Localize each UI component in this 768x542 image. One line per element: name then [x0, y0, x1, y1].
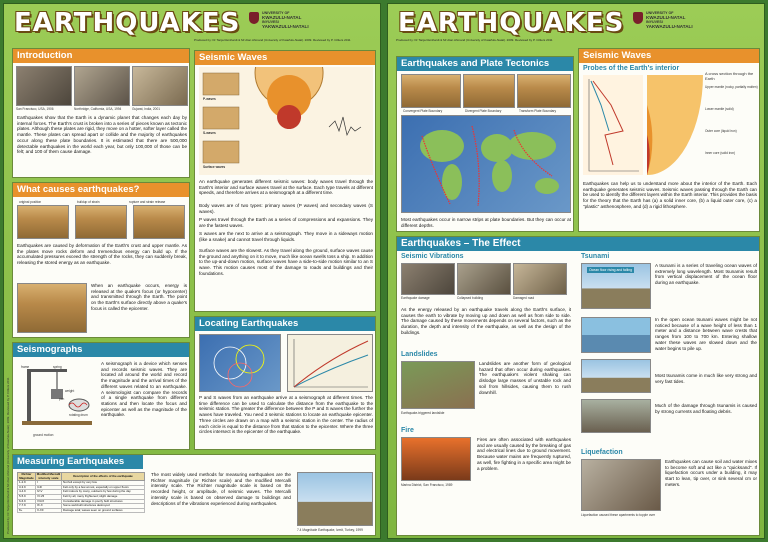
table-cell: 7-7.9 [18, 504, 36, 509]
tsunami-heading: Tsunami [581, 253, 610, 260]
earth-interior-text: Earthquakes can help us to understand more about the interior of the Earth. Each earthquake generates seismic waves. Seismic waves passing through the Earth can be used to identify the different layers within the Earth interior. This provides the basis for the theory that the Earth has (a) a solid inner core, (b) a liquid outer core, (c) a "plastic" asthenosphere, and (d) a rigid lithosphere. [583, 181, 757, 209]
stage-label: buildup of strain [77, 200, 100, 204]
diagram-label: frame [21, 365, 30, 369]
seismic-waves-panel [194, 50, 376, 312]
measuring-heading: Measuring Earthquakes [13, 455, 143, 469]
causes-panel [12, 182, 190, 338]
table-cell: 4-4.9 [18, 490, 36, 495]
boundary-label: Convergent Plate Boundary [403, 109, 443, 113]
vibrations-heading: Seismic Vibrations [401, 253, 464, 260]
damage-photo [401, 263, 455, 295]
tsunami-text: A tsunami is a series of traveling ocean waves of extremely long wavelength. Most tsunamis result from vertical displacement of the ocean floor during an earthquake. [655, 263, 757, 286]
table-header: Modified Mercalli intensity scale [36, 472, 61, 480]
photo-caption: Collapsed building [457, 296, 484, 300]
san-francisco-photo [16, 66, 72, 106]
liquefaction-photo [581, 459, 661, 511]
boundary-label: Divergent Plate Boundary [465, 109, 502, 113]
travel-time-graph [287, 334, 373, 392]
waves-text: Body waves are of two types: primary waves (P waves) and secondary waves (S waves). [199, 203, 373, 214]
convergent-diagram [401, 74, 461, 108]
poster-title: EARTHQUAKES [398, 8, 625, 38]
photo-caption: Marina District, San Francisco, 1989 [401, 483, 453, 487]
table-row [18, 508, 145, 513]
table-cell: 3-3.9 [18, 485, 36, 490]
introduction-text: Earthquakes show that the Earth is a dynamic planet that changes each day by internal forces. The Earth's crust is broken into a series of pieces known as tectonic plates. Although these plates are rigid, they move on a hotter, softer layer called the mantle. These plates can spread apart or collide and the majority of earthquakes occur along these plate boundaries. It is estimated that there are 500,000 detectable earthquakes in the world each year, but only 100,000 of those can be felt; and 100 of them cause damage. [17, 115, 187, 155]
layer-label: Outer core (liquid iron) [705, 129, 737, 133]
table-cell: Damage total; waves seen on ground surfaces [62, 508, 145, 513]
credit-line: Produced by: Dr Tanja Reinhardt & Mr Alan Ahmand (University of KwaZulu-Natal). 2009. Reviewed by P. Cilliers 2011 [194, 38, 351, 42]
transform-diagram [517, 74, 571, 108]
photo-caption: Northridge, California, USA, 1994 [74, 107, 122, 111]
landslide-photo [401, 361, 475, 409]
table-cell: 5-5.9 [18, 494, 36, 499]
seismograph-diagram [17, 361, 97, 431]
measuring-text: The most widely used methods for measuring earthquakes are the Richter magnitude (or Richter scale) and the modified Mercalli intensity scale. The Richter magnitude scale is based on the recorded height, or amplitude, of seismic waves. The Mercalli intensity scale is based on observed damage to buildings and descriptions of the vibrations experienced during earthquakes. [151, 472, 291, 506]
fire-heading: Fire [401, 427, 414, 434]
causes-heading: What causes earthquakes? [13, 183, 189, 197]
fire-text: Fires are often associated with earthquakes and are usually caused by the breaking of gas and electrical lines due to ground movement. Because water mains are frequently ruptured, as well, fire fighting in a specific area might be a problem. [477, 437, 571, 471]
landslides-heading: Landslides [401, 351, 438, 358]
table-cell: Considerable damage in poorly built structures [62, 499, 145, 504]
photo-caption: Earthquake damage [401, 296, 430, 300]
focus-text: When an earthquake occurs, energy is released at the quake's focus (or hypocenter) and transmitted through the Earth. The point on the Earth's surface directly above a quake's focus is called the epicenter. [91, 283, 187, 311]
tsunami-badge: Ocean floor rising and falling [589, 268, 632, 272]
measuring-panel [12, 454, 376, 536]
university-seal-icon [633, 12, 643, 24]
tsunami-wave-diagram [581, 317, 651, 353]
cross-section-title: A cross section through the Earth [705, 71, 754, 81]
photo-caption: Gujarat, India, 2001 [132, 107, 160, 111]
liquefaction-text: Earthquakes can cause soil and water mixes to become soft and act like a "quicksand". If liquefaction occurs under a building, it may start to lean, tip over, or sink several cm or meters. [665, 459, 757, 487]
diagram-label: ground motion [33, 433, 54, 437]
wave-types-diagram [199, 67, 373, 175]
earth-interior-subheading: Probes of the Earth's interior [583, 65, 680, 72]
tsunami-text: Most tsunamis come in much like very strong and very fast tides. [655, 373, 757, 384]
divergent-diagram [463, 74, 515, 108]
location-map [199, 334, 281, 392]
table-cell: I [36, 481, 62, 486]
effect-heading: Earthquakes – The Effect [397, 237, 759, 251]
left-page [3, 3, 381, 539]
rupture-diagram [133, 205, 185, 239]
poster-title: EARTHQUAKES [14, 8, 241, 38]
photo-caption: Damaged road [513, 296, 535, 300]
university-logo: UNIVERSITY OF KWAZULU-NATAL INYUVESI YAKWAZULU-NATALI [646, 11, 693, 29]
strain-buildup-diagram [75, 205, 127, 239]
tectonics-text: Most earthquakes occur in narrow strips at plate boundaries. But they can occur at different depths. [401, 217, 571, 228]
damaged-road-photo [513, 263, 567, 295]
layer-label: Lower mantle (solid) [705, 107, 734, 111]
liquefaction-heading: Liquefaction [581, 449, 623, 456]
table-cell: Felt only by a few at rest, especially on upper floors [62, 485, 145, 490]
university-seal-icon [249, 12, 259, 24]
table-cell: 6-6.9 [18, 499, 36, 504]
table-cell: Some well-built structures destroyed [62, 504, 145, 509]
velocity-depth-chart [583, 75, 643, 175]
seismographs-text: A seismograph is a device which senses and records seismic waves. They are located all around the world and record the magnitude and the arrival times of the different waves related to an earthquake. A seismologist can compare the records of a single earthquake from different stations and then locate the focus and epicenter as well as the magnitude of the earthquake. [101, 361, 187, 418]
tectonics-heading: Earthquakes and Plate Tectonics [397, 57, 573, 71]
stage-label: rupture and strain release [129, 200, 166, 204]
table-cell: IX-X [36, 504, 62, 509]
table-cell: Felt indoors by many, outdoors by few during the day [62, 490, 145, 495]
collapsed-building-photo [457, 263, 511, 295]
waves-text: P waves travel through the Earth as a series of compressions and expansions. They are the fastest waves. [199, 217, 373, 228]
table-cell: VII-IX [36, 499, 62, 504]
photo-caption: Liquefaction caused these apartments to topple over [581, 513, 656, 517]
seismic-waves-heading: Seismic Waves [195, 51, 375, 65]
locating-panel [194, 316, 376, 450]
world-earthquake-map [401, 115, 571, 213]
photo-caption: San Francisco, USA, 1906 [16, 107, 54, 111]
izmit-photo [297, 472, 373, 526]
seismographs-panel [12, 342, 190, 450]
table-cell: X-XII [36, 508, 62, 513]
earth-layers-diagram [647, 75, 703, 175]
diagram-label: P-waves [203, 97, 216, 101]
table-cell: Felt by all, many frightened; slight damage [62, 494, 145, 499]
credit-line: Produced by: Dr Tanja Reinhardt & Mr Alan Ahmand (University of KwaZulu-Natal). 2009. Reviewed by P. Cilliers 2011 [396, 38, 553, 42]
introduction-panel [12, 48, 190, 178]
layer-label: Inner core (solid iron) [705, 151, 736, 155]
waves-text: S waves are the next to arrive at a seismograph. They move in a sideways motion (like a snake) and cannot travel through liquids. [199, 231, 373, 242]
landslides-text: Landslides are another form of geological hazard that often occur during earthquakes. The earthquake's violent shaking can dislodge large masses of unstable rock and soil from hillsides, causing them to rush downhill. [479, 361, 571, 395]
original-position-diagram [17, 205, 69, 239]
magnitude-table [17, 472, 145, 513]
diagram-label: pen [59, 397, 65, 401]
fire-photo [401, 437, 471, 481]
diagram-label: rotating drum [69, 413, 88, 417]
tsunami-text: In the open ocean tsunami waves might be not noticed because of a wave height of less than 1 meter and a distance between wave crests that ranges from 100 to 700 km. Entering shallow water these waves are slowed down and the water begins to pile up. [655, 317, 757, 351]
tsunami-text: Much of the damage through tsunamis is caused by strong currents and floating debris. [655, 403, 757, 414]
side-strip: Produced by: Dr Tanja Reinhardt & Mr Alan Ahmand (University of KwaZulu-Natal). 2009. Reviewed by P. Cilliers 2011 [6, 377, 10, 534]
right-page [387, 3, 765, 539]
layer-label: Upper mantle (rocky, partially molten) [705, 85, 758, 89]
northridge-photo [74, 66, 130, 106]
table-cell: Not felt except by very few [62, 481, 145, 486]
table-cell: VI-VII [36, 494, 62, 499]
photo-caption: Earthquake-triggered landslide [401, 411, 445, 415]
seismographs-heading: Seismographs [13, 343, 189, 357]
focus-epicenter-diagram [17, 283, 87, 333]
introduction-heading: Introduction [13, 49, 189, 63]
locating-heading: Locating Earthquakes [195, 317, 375, 331]
locating-text: P and S waves from an earthquake arrive at a seismograph at different times. The time difference can be used to calculate the distance from the earthquake to the seismic station. The greater the difference between the P and S waves the further the waves have traveled. You need 3 seismic stations to locate an earthquake epicenter. Three circles are drawn on a map with a seismic station in the center. The radius of each circle is equal to the distance from that station to the epicenter. Where the three circles intersect is the epicenter of the earthquake. [199, 395, 373, 435]
waves-text: An earthquake generates different seismic waves: body waves travel through the Earth's interior and surface waves travel at the surface. Each type travels at different speeds, and therefore arrives at a seismograph at a different time. [199, 179, 373, 196]
table-header: Richter Magnitude [19, 472, 34, 480]
tsunami-damage-photo [581, 399, 651, 433]
table-cell: IV-V [36, 490, 62, 495]
diagram-label: S-waves [203, 131, 216, 135]
table-cell: 8+ [18, 508, 36, 513]
diagram-label: weight [65, 389, 75, 393]
vibrations-text: As the energy released by an earthquake travels along the Earth's surface, it causes the earth to vibrate by moving up and down as well as from side to side. The damage caused by these movements depends on several factors, such as the duration, the depth and intensity of the earthquake, as well as the design of the buildings. [401, 307, 571, 335]
waves-text: Surface waves are the slowest. As they travel along the ground, surface waves cause the ground and anything on it to move, much like ocean swells toss a ship. In addition to the up-and-down motion, surface waves have a side-to-side motion similar to an S wave. This motion causes most of the damage to roads and buildings and their foundations. [199, 248, 373, 276]
tectonics-panel [396, 56, 574, 232]
diagram-label: spring [53, 365, 62, 369]
photo-caption: 7.4 Magnitude Earthquake, Izmit, Turkey, 1999 [297, 528, 363, 532]
causes-text: Earthquakes are caused by deformation of the Earth's crust and upper mantle. As the plates move rocks deform and tremendous energy can build up. If the accumulated pressures exceed the strength of the rocks, they can suddenly break, releasing the stored energy as an earthquake. [17, 243, 187, 266]
earth-interior-heading: Seismic Waves [579, 49, 759, 63]
table-header: Description of the effects of the earthquake [62, 473, 145, 481]
diagram-label: Surface waves [203, 165, 226, 169]
tsunami-shore-photo [581, 359, 651, 393]
table-cell: 1-2.9 [18, 481, 36, 486]
earth-interior-panel [578, 48, 760, 232]
boundary-label: Transform Plate Boundary [519, 109, 557, 113]
effect-panel [396, 236, 760, 536]
gujarat-photo [132, 66, 188, 106]
table-cell: II-III [36, 485, 62, 490]
university-logo: UNIVERSITY OF KWAZULU-NATAL INYUVESI YAKWAZULU-NATALI [262, 11, 309, 29]
stage-label: original position [19, 200, 42, 204]
